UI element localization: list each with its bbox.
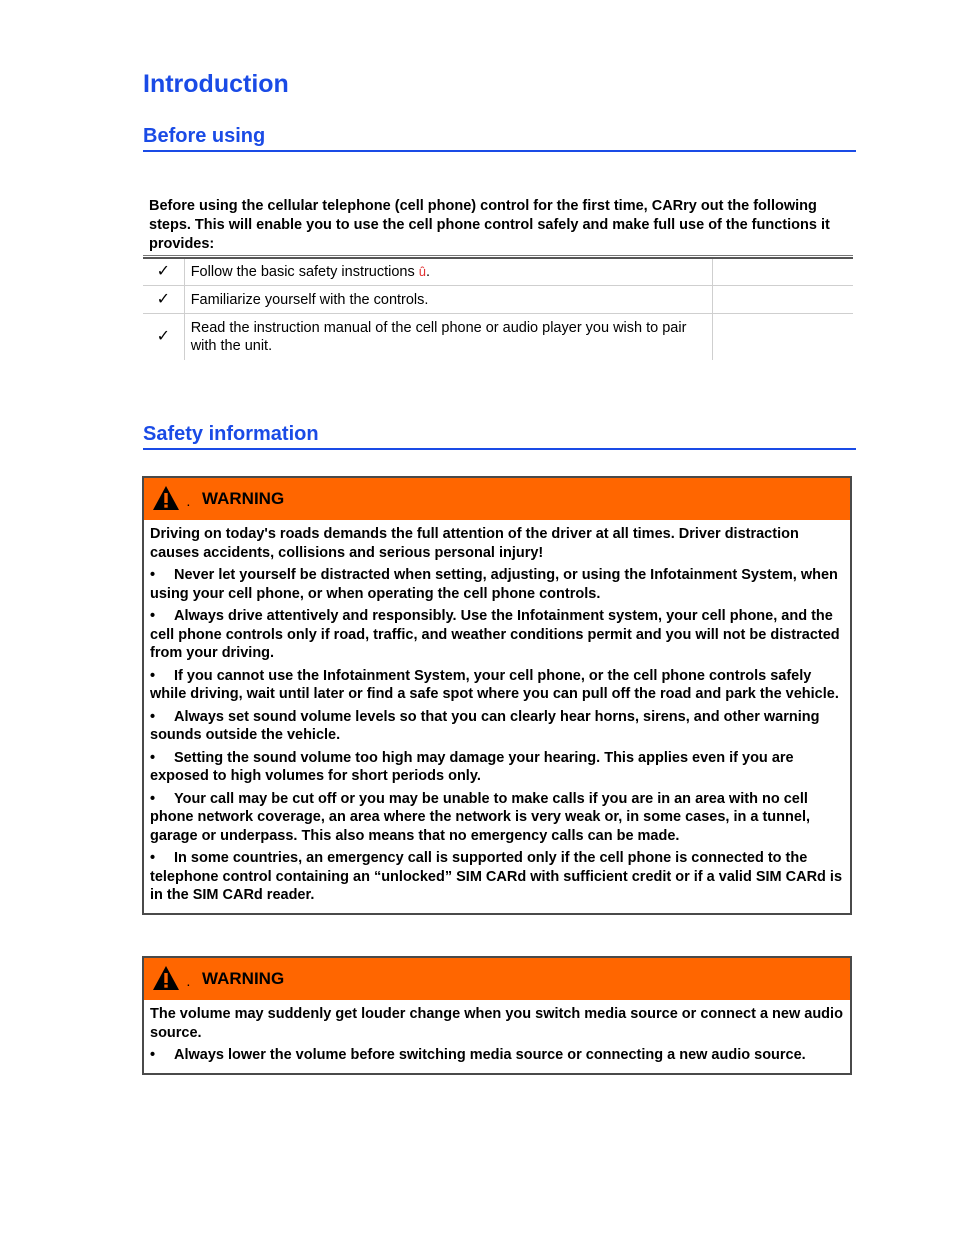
list-item: • Always set sound volume levels so that you can clearly hear horns, sirens, and other warning sounds outside the vehicle. <box>150 708 820 743</box>
bullet-icon: • <box>150 749 156 766</box>
warning-triangle-icon <box>152 485 180 511</box>
list-item: • Always drive attentively and responsibly. Use the Infotainment system, your cell phone, and the cell phone controls only if road, traffic, and weather conditions permit and you will not be distracted from your driving. <box>150 608 840 661</box>
bullet-icon: • <box>150 790 156 807</box>
steps-table <box>143 259 853 360</box>
bullet-icon: • <box>150 567 156 583</box>
warning-box-volume <box>142 956 852 1075</box>
bullet-icon: • <box>150 667 156 684</box>
empty-cell <box>713 286 853 314</box>
warning-body <box>144 1000 850 1073</box>
warning-body <box>144 520 850 913</box>
step-text: Follow the basic safety instructions û. <box>184 259 713 286</box>
intro-paragraph: Before using the cellular telephone (cell phone) control for the first time, CARry out the following steps. This will enable you to use the cell phone control safely and make full use of the functions it provides: <box>149 198 830 252</box>
step-text: Familiarize yourself with the controls. <box>184 286 713 314</box>
warning-triangle-icon <box>152 965 180 991</box>
bullet-icon: • <box>150 850 156 866</box>
page-title: Introduction <box>143 70 289 98</box>
check-icon: ✓ <box>143 314 184 360</box>
empty-cell <box>713 314 853 360</box>
step-text: Read the instruction manual of the cell phone or audio player you wish to pair with the unit. <box>184 314 713 360</box>
safety-reference-link[interactable]: û <box>418 264 427 279</box>
warning-header <box>144 478 850 520</box>
warning-intro: Driving on today's roads demands the full attention of the driver at all times. Driver distraction causes accidents, collisions and serious personal injury! <box>150 526 799 561</box>
table-row <box>143 286 853 314</box>
warning-header <box>144 958 850 1000</box>
warning-dot: . <box>187 498 190 509</box>
warning-dot: . <box>187 978 190 989</box>
list-item: • If you cannot use the Infotainment System, your cell phone, or the cell phone controls safely while driving, wait until later or find a safe spot where you can pull off the road and park the vehicle. <box>150 667 839 702</box>
section-title-before-using: Before using <box>143 125 856 152</box>
bullet-icon: • <box>150 608 156 624</box>
warning-title: WARNING <box>202 489 285 508</box>
list-item: • Setting the sound volume too high may damage your hearing. This applies even if you are exposed to high volumes for short periods only. <box>150 749 794 784</box>
check-icon: ✓ <box>143 286 184 314</box>
check-icon: ✓ <box>143 259 184 286</box>
warning-box-driving <box>142 476 852 915</box>
table-row <box>143 314 853 360</box>
table-row <box>143 259 853 286</box>
list-item: • Never let yourself be distracted when setting, adjusting, or using the Infotainment System, when using your cell phone, or when operating the cell phone controls. <box>150 567 838 602</box>
warning-intro: The volume may suddenly get louder change when you switch media source or connect a new audio source. <box>150 1006 843 1041</box>
bullet-icon: • <box>150 1047 156 1063</box>
list-item: • Your call may be cut off or you may be unable to make calls if you are in an area with no cell phone network coverage, an area where the network is very weak or, in some cases, in a tunnel, garage or underpass. This also means that no emergency calls can be made. <box>150 790 810 844</box>
list-item: • In some countries, an emergency call is supported only if the cell phone is connected to the telephone control containing an “unlocked” SIM CARd with sufficient credit or if a valid SIM CARd is in the SIM CARd reader. <box>150 850 843 903</box>
section-title-safety-information: Safety information <box>143 423 856 450</box>
bullet-icon: • <box>150 708 156 725</box>
empty-cell <box>713 259 853 286</box>
list-item: • Always lower the volume before switching media source or connecting a new audio source. <box>150 1047 806 1063</box>
warning-title: WARNING <box>202 969 285 988</box>
